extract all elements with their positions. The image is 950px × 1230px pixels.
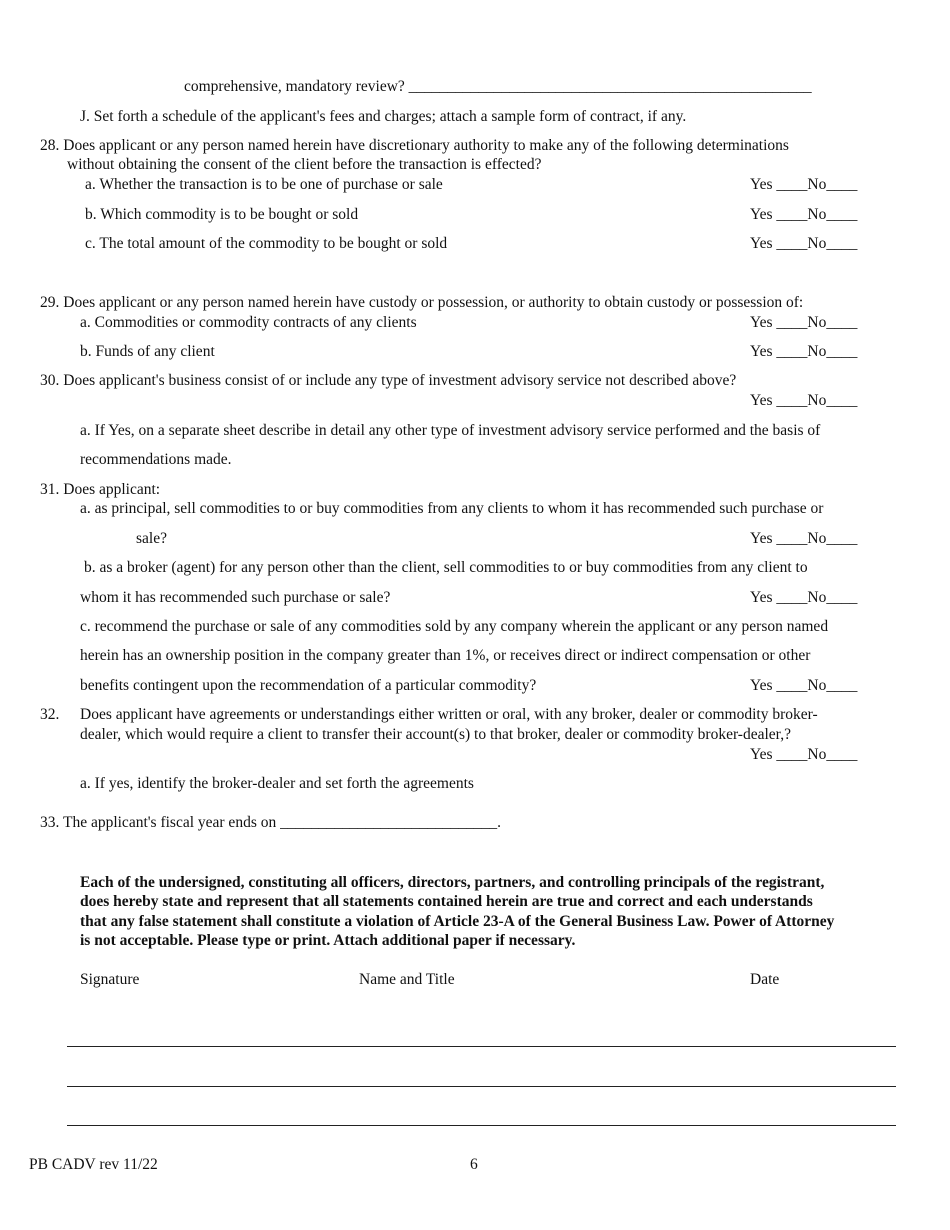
q28a-yes-no-field[interactable]: Yes ____No____ (750, 176, 858, 193)
q29a-yes-no-field[interactable]: Yes ____No____ (750, 314, 858, 331)
q31a-yes-no-field[interactable]: Yes ____No____ (750, 530, 858, 547)
q32-number: 32. (40, 706, 60, 723)
q29-item-b: b. Funds of any client (80, 343, 215, 360)
q28-question-line2: without obtaining the consent of the client before the transaction is effected? (67, 156, 542, 173)
footer-form-id: PB CADV rev 11/22 (29, 1156, 158, 1173)
q32-question-line2: dealer, which would require a client to transfer their account(s) to that broker, dealer or commodity broker-dealer,? (80, 726, 791, 743)
attestation-line1: Each of the undersigned, constituting all officers, directors, partners, and controlling principals of the registrant, (80, 874, 825, 891)
q28b-yes-no-field[interactable]: Yes ____No____ (750, 206, 858, 223)
q31-item-b-line1: b. as a broker (agent) for any person other than the client, sell commodities to or buy commodities from any client to (84, 559, 808, 576)
q31-question-line1: 31. Does applicant: (40, 481, 161, 498)
attestation-line2: does hereby state and represent that all statements contained herein are true and correct and each understands (80, 893, 813, 910)
q31c-yes-no-field[interactable]: Yes ____No____ (750, 677, 858, 694)
q29b-yes-no-field[interactable]: Yes ____No____ (750, 343, 858, 360)
q30-yes-no-field[interactable]: Yes ____No____ (750, 392, 858, 409)
q28-question-line1: 28. Does applicant or any person named herein have discretionary authority to make any of the following determinations (40, 137, 789, 154)
name-title-column-header: Name and Title (359, 971, 455, 988)
q29-question-line1: 29. Does applicant or any person named herein have custody or possession, or authority to obtain custody or possession of: (40, 294, 804, 311)
q28-item-b: b. Which commodity is to be bought or sold (85, 206, 359, 223)
q31-item-b-line2: whom it has recommended such purchase or sale? (80, 589, 391, 606)
date-column-header: Date (750, 971, 780, 988)
q31-item-c-line2: herein has an ownership position in the company greater than 1%, or receives direct or indirect compensation or other (80, 647, 811, 664)
q30-item-a-line1: a. If Yes, on a separate sheet describe in detail any other type of investment advisory service performed and the basis of (80, 422, 821, 439)
q27-item-j: J. Set forth a schedule of the applicant's fees and charges; attach a sample form of contract, if any. (80, 108, 687, 125)
q31-item-a-line2: sale? (136, 530, 167, 547)
signature-line-3[interactable] (67, 1125, 896, 1126)
q32-item-a: a. If yes, identify the broker-dealer and set forth the agreements (80, 775, 474, 792)
footer-page-number: 6 (470, 1156, 478, 1173)
attestation-line4: is not acceptable. Please type or print. Attach additional paper if necessary. (80, 932, 576, 949)
q29-item-a: a. Commodities or commodity contracts of any clients (80, 314, 417, 331)
q33-fiscal-year-field[interactable]: 33. The applicant's fiscal year ends on ____________________________. (40, 814, 501, 831)
signature-column-header: Signature (80, 971, 140, 988)
signature-line-1[interactable] (67, 1046, 896, 1047)
attestation-line3: that any false statement shall constitute a violation of Article 23-A of the General Business Law. Power of Attorney (80, 913, 835, 930)
q31b-yes-no-field[interactable]: Yes ____No____ (750, 589, 858, 606)
q31-item-c-line1: c. recommend the purchase or sale of any commodities sold by any company wherein the applicant or any person named (80, 618, 829, 635)
q28-item-c: c. The total amount of the commodity to be bought or sold (85, 235, 448, 252)
q30-item-a-line2: recommendations made. (80, 451, 232, 468)
signature-line-2[interactable] (67, 1086, 896, 1087)
q28-item-a: a. Whether the transaction is to be one of purchase or sale (85, 176, 443, 193)
q28c-yes-no-field[interactable]: Yes ____No____ (750, 235, 858, 252)
q32-question-line1: Does applicant have agreements or understandings either written or oral, with any broker, dealer or commodity broker- (80, 706, 818, 723)
q27-comprehensive-review-line: comprehensive, mandatory review? ____________________________________________________ (184, 78, 812, 95)
q30-question-line1: 30. Does applicant's business consist of or include any type of investment advisory service not described above? (40, 372, 737, 389)
q31-item-c-line3: benefits contingent upon the recommendation of a particular commodity? (80, 677, 537, 694)
q32-yes-no-field[interactable]: Yes ____No____ (750, 746, 858, 763)
q31-item-a-line1: a. as principal, sell commodities to or buy commodities from any clients to whom it has recommended such purchase or (80, 500, 824, 517)
